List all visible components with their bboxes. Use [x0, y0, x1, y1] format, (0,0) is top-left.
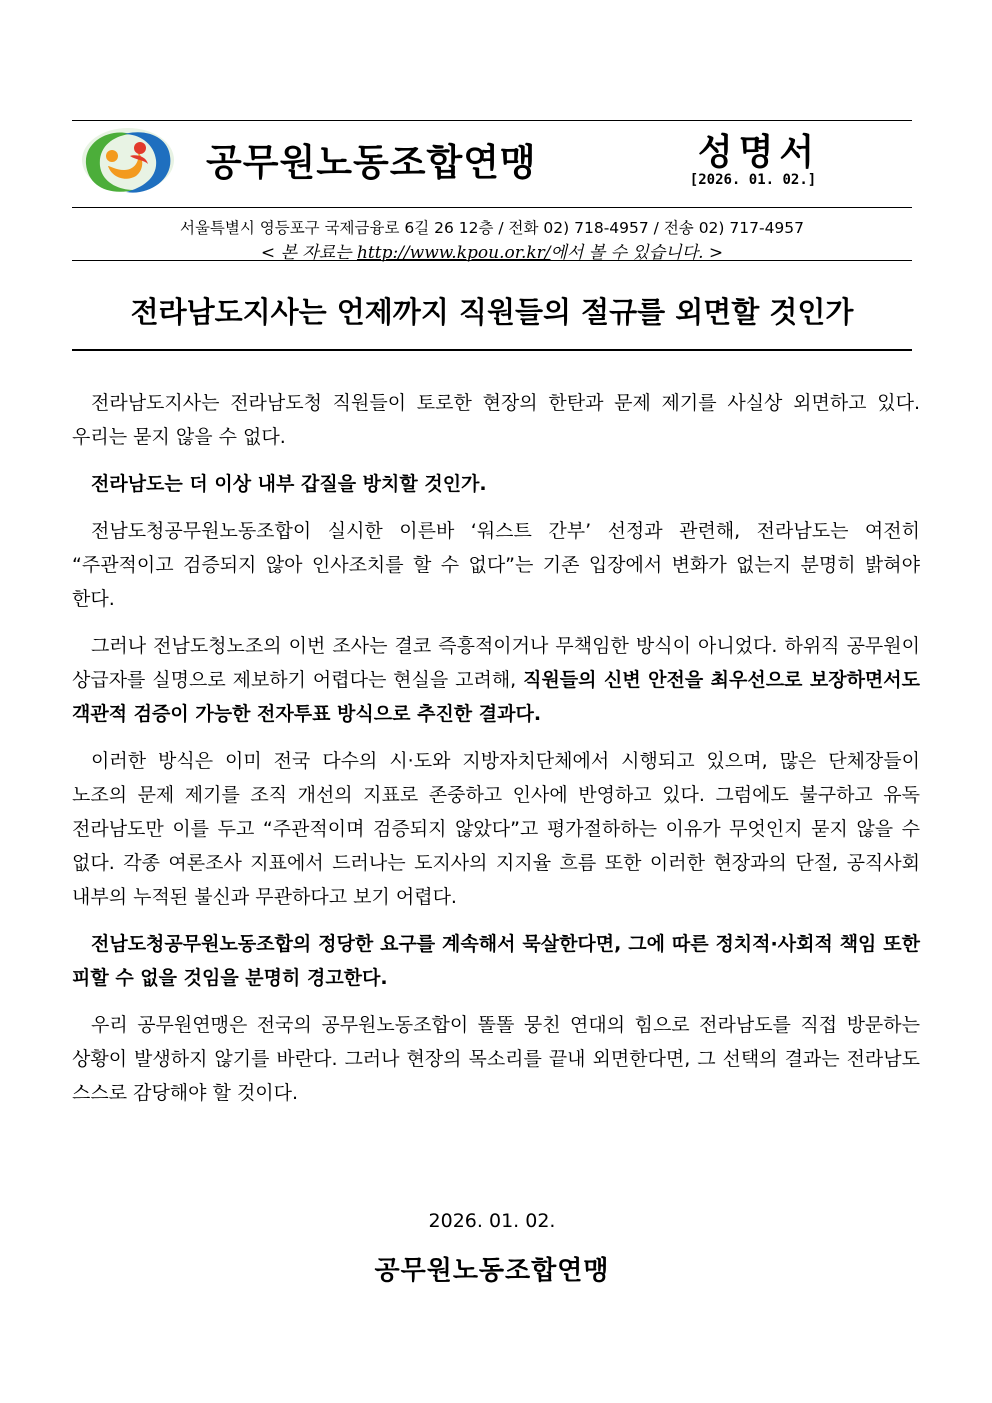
doc-date: [2026. 01. 02.]: [689, 172, 817, 188]
headline-rule: [72, 349, 912, 351]
notice-suffix: 에서 볼 수 있습니다. >: [550, 243, 724, 263]
body-paragraph: 우리 공무원연맹은 전국의 공무원노동조합이 똘똘 뭉친 연대의 힘으로 전라남도를 직접 방문하는 상황이 발생하지 않기를 바란다. 그러나 현장의 목소리를 끝내 외면한다면, 그 선택의 결과는 전라남도 스스로 감당해야 할 것이다.: [72, 1014, 920, 1104]
body-paragraph: 전남도청공무원노동조합이 실시한 이른바 ‘워스트 간부’ 선정과 관련해, 전라남도는 여전히 “주관적이고 검증되지 않아 인사조치를 할 수 없다”는 기존 입장에서 변화가 없는지 분명히 밝혀야 한다.: [72, 520, 920, 610]
contact-address: 서울특별시 영등포구 국제금융로 6길 26 12층 / 전화 02) 718-4957 / 전송 02) 717-4957: [179, 219, 805, 237]
body-paragraph: 이러한 방식은 이미 전국 다수의 시·도와 지방자치단체에서 시행되고 있으며, 많은 단체장들이 노조의 문제 제기를 조직 개선의 지표로 존중하고 인사에 반영하고 있다. 그럼에도 불구하고 유독 전라남도만 이를 두고 “주관적이며 검증되지 않았다”고 평가절하하는 이유가 무엇인지 묻지 않을 수 없다. 각종 여론조사 지표에서 드러나는 도지사의 지지율 흐름 또한 이러한 현장과의 단절, 공직사회 내부의 누적된 불신과 무관하다고 보기 어렵다.: [72, 750, 920, 908]
signature-org: 공무원노동조합연맹: [374, 1256, 610, 1286]
org-name: 공무원노동조합연맹: [206, 141, 537, 184]
signature-date: 2026. 01. 02.: [428, 1210, 556, 1232]
statement-headline: 전라남도지사는 언제까지 직원들의 절규를 외면할 것인가: [130, 295, 854, 329]
doc-type-title: 성명서: [697, 132, 821, 173]
body-paragraph-emphasis: 전라남도는 더 이상 내부 갑질을 방치할 것인가.: [91, 473, 487, 495]
paragraph-emphasis-text: 직원들의 신변 안전을 최우선으로 보장하면서도 객관적 검증이 가능한 전자투표 방식으로 추진한 결과다.: [72, 669, 920, 725]
union-logo-icon: [78, 126, 178, 198]
body-paragraph: [72, 629, 920, 731]
header-middle-rule: [72, 207, 912, 208]
statement-body: [72, 386, 920, 1123]
paragraph-text: 그러나 전남도청노조의 이번 조사는 결코 즉흥적이거나 무책임한 방식이 아니었다. 하위직 공무원이 상급자를 실명으로 제보하기 어렵다는 현실을 고려해,: [72, 635, 920, 691]
body-paragraph-emphasis: 전남도청공무원노동조합의 정당한 요구를 계속해서 묵살한다면, 그에 따른 정치적·사회적 책임 또한 피할 수 없을 것임을 분명히 경고한다.: [72, 933, 921, 989]
header-top-rule: [72, 120, 912, 121]
header-bottom-rule: [72, 260, 912, 261]
website-link[interactable]: http://www.kpou.or.kr/: [356, 243, 551, 263]
notice-prefix: < 본 자료는: [260, 243, 357, 263]
body-paragraph: 전라남도지사는 전라남도청 직원들이 토로한 현장의 한탄과 문제 제기를 사실상 외면하고 있다. 우리는 묻지 않을 수 없다.: [72, 392, 920, 448]
